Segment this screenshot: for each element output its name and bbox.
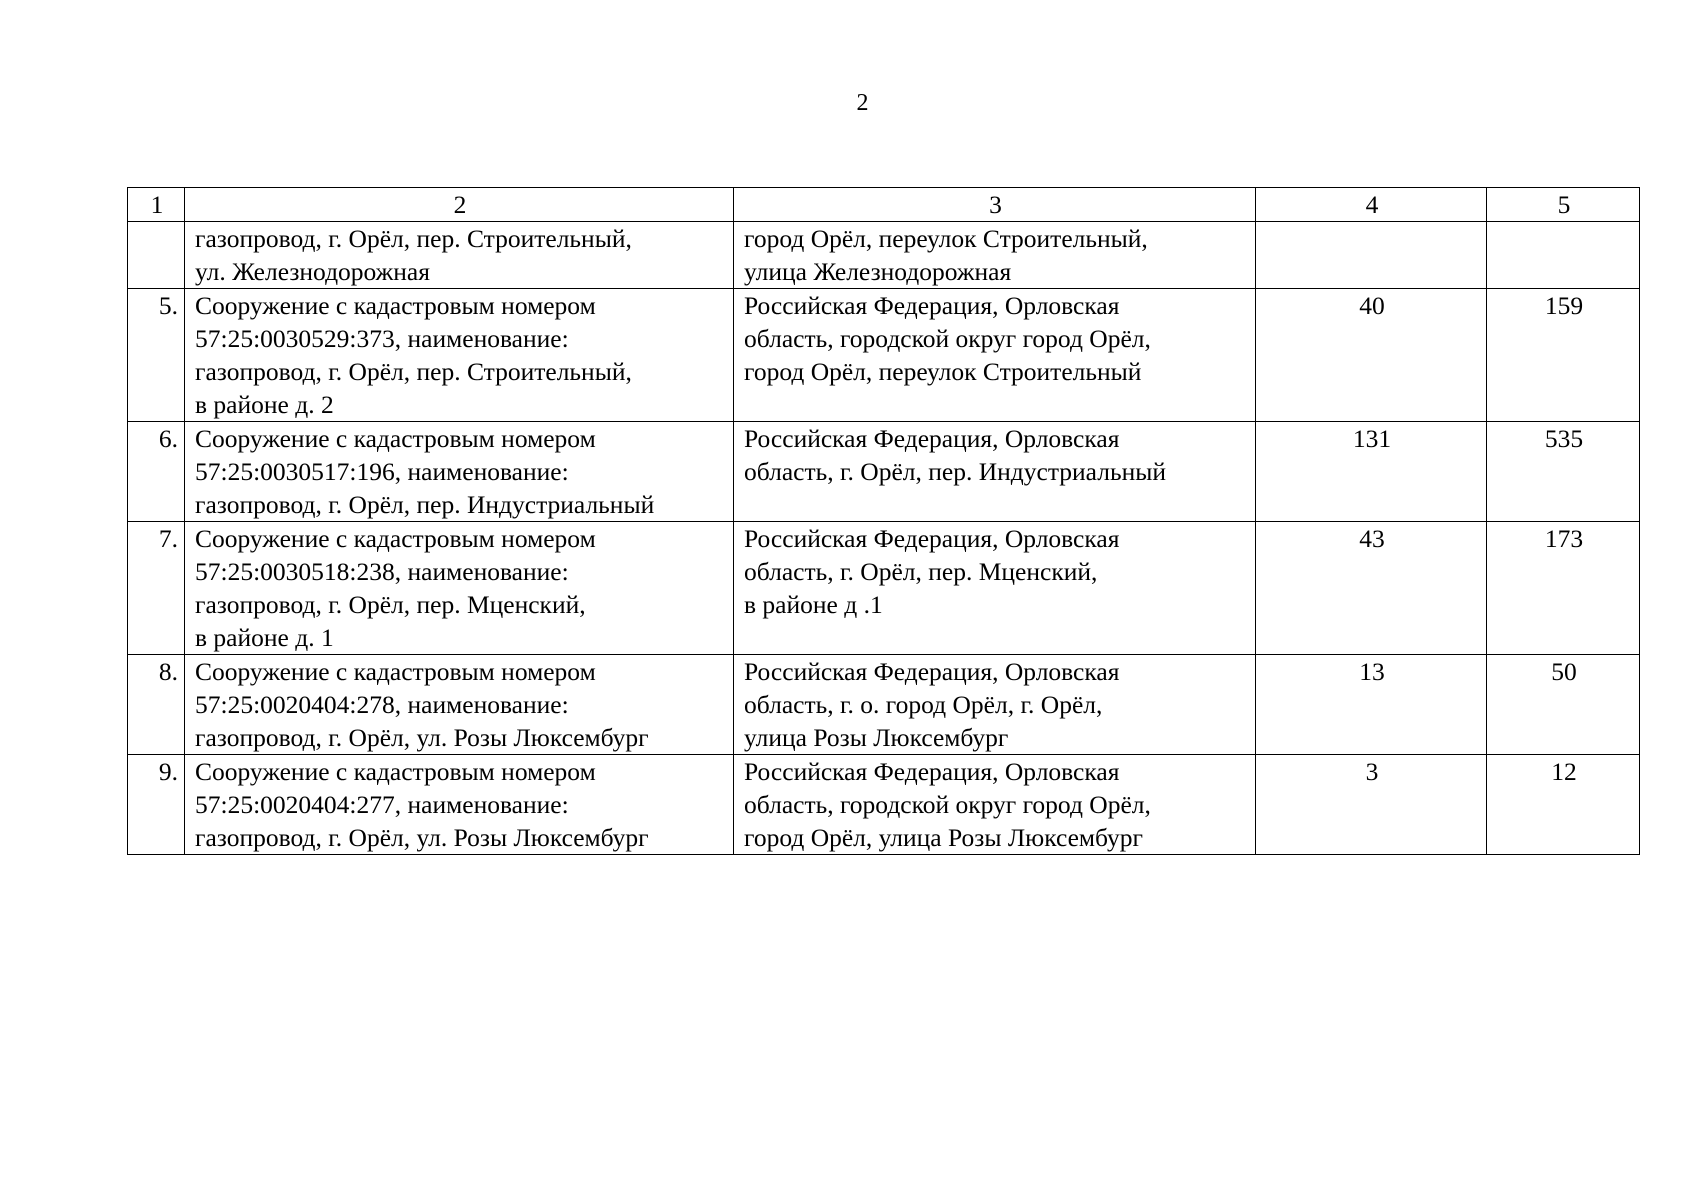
header-cell-2: 2 [185, 188, 734, 222]
address: Российская Федерация, Орловская область, г. Орёл, пер. Мценский, в районе д .1 [744, 524, 1120, 619]
header-cell-3: 3 [734, 188, 1256, 222]
header-cell-5: 5 [1487, 188, 1640, 222]
object-name-cell [185, 655, 734, 755]
address-cell [734, 222, 1256, 289]
address: Российская Федерация, Орловская область, г. о. город Орёл, г. Орёл, улица Розы Люксембург [744, 657, 1120, 752]
object-name-cell [185, 222, 734, 289]
page-number: 2 [856, 90, 869, 116]
table-row [128, 289, 1640, 422]
table-row [128, 655, 1640, 755]
address-cell [734, 289, 1256, 422]
object-name: Сооружение с кадастровым номером 57:25:0030517:196, наименование: газопровод, г. Орёл, пер. Индустриальный [195, 424, 655, 519]
table-row [128, 522, 1640, 655]
document-table-container [127, 187, 1640, 855]
table-header-row [128, 188, 1640, 222]
table-row [128, 755, 1640, 855]
length-cell: 3 [1256, 755, 1487, 855]
row-number: 6. [128, 422, 185, 522]
row-number: 8. [128, 655, 185, 755]
address-cell [734, 755, 1256, 855]
property-table [127, 187, 1640, 855]
length-cell: 43 [1256, 522, 1487, 655]
area-cell: 535 [1487, 422, 1640, 522]
object-name-cell [185, 422, 734, 522]
object-name: Сооружение с кадастровым номером 57:25:0030529:373, наименование: газопровод, г. Орёл, пер. Строительный, в районе д. 2 [195, 291, 632, 419]
address: Российская Федерация, Орловская область, городской округ город Орёл, город Орёл, переулок Строительный [744, 291, 1151, 386]
object-name-cell [185, 289, 734, 422]
header-cell-1: 1 [128, 188, 185, 222]
row-number: 9. [128, 755, 185, 855]
object-name: Сооружение с кадастровым номером 57:25:0020404:277, наименование: газопровод, г. Орёл, ул. Розы Люксембург [195, 757, 649, 852]
header-cell-4: 4 [1256, 188, 1487, 222]
address: Российская Федерация, Орловская область, городской округ город Орёл, город Орёл, улица Розы Люксембург [744, 757, 1151, 852]
object-name: Сооружение с кадастровым номером 57:25:0030518:238, наименование: газопровод, г. Орёл, пер. Мценский, в районе д. 1 [195, 524, 596, 652]
area-cell [1487, 222, 1640, 289]
length-cell: 131 [1256, 422, 1487, 522]
area-cell: 173 [1487, 522, 1640, 655]
row-number: 5. [128, 289, 185, 422]
length-cell: 13 [1256, 655, 1487, 755]
length-cell: 40 [1256, 289, 1487, 422]
area-cell: 12 [1487, 755, 1640, 855]
table-row [128, 222, 1640, 289]
area-cell: 50 [1487, 655, 1640, 755]
address: Российская Федерация, Орловская область, г. Орёл, пер. Индустриальный [744, 424, 1167, 486]
object-name: Сооружение с кадастровым номером 57:25:0020404:278, наименование: газопровод, г. Орёл, ул. Розы Люксембург [195, 657, 649, 752]
object-name: газопровод, г. Орёл, пер. Строительный, ул. Железнодорожная [195, 224, 632, 286]
length-cell [1256, 222, 1487, 289]
object-name-cell [185, 522, 734, 655]
object-name-cell [185, 755, 734, 855]
address-cell [734, 522, 1256, 655]
row-number: 7. [128, 522, 185, 655]
area-cell: 159 [1487, 289, 1640, 422]
address-cell [734, 422, 1256, 522]
address-cell [734, 655, 1256, 755]
table-row [128, 422, 1640, 522]
address: город Орёл, переулок Строительный, улица Железнодорожная [744, 224, 1148, 286]
row-number [128, 222, 185, 289]
